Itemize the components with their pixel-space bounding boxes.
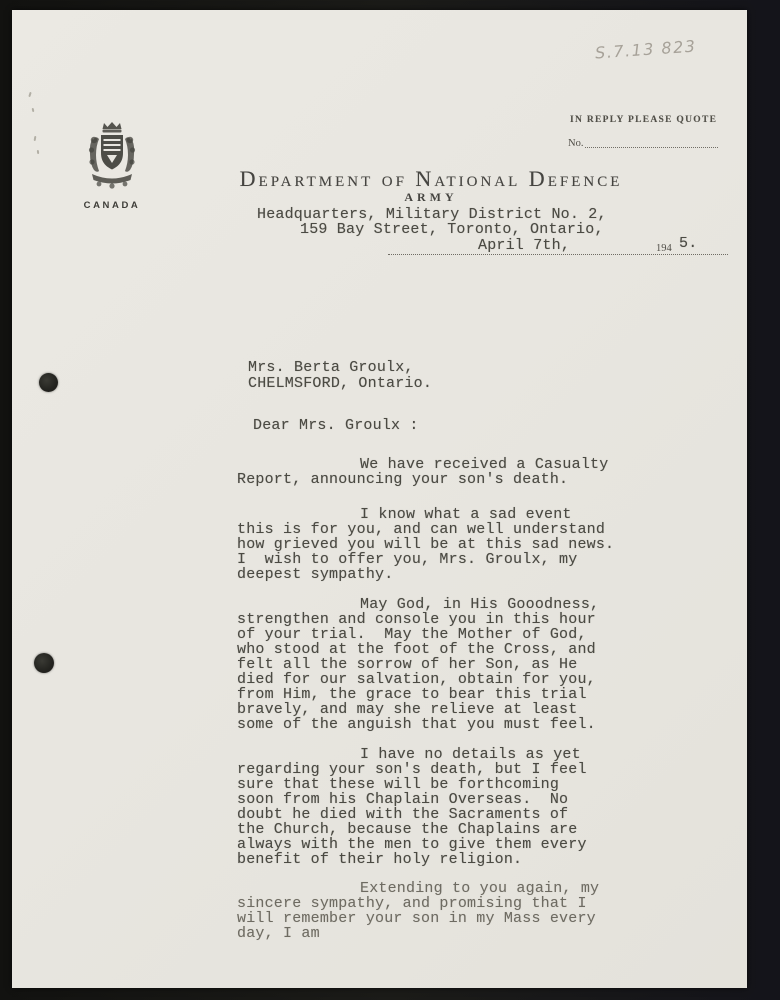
typed-date: April 7th, [478, 237, 571, 254]
body-line: how grieved you will be at this sad news. [237, 536, 615, 553]
body-line: regarding your son's death, but I feel [237, 761, 587, 778]
body-line: sure that these will be forthcoming [237, 776, 560, 793]
hole-punch [34, 653, 54, 673]
paragraph-1 [237, 457, 608, 487]
body-line: I have no details as yet [360, 746, 581, 763]
body-line: bravely, and may she relieve at least [237, 701, 578, 718]
recipient-address-block [248, 360, 432, 391]
body-line: May God, in His Gooodness, [360, 596, 600, 613]
scan-speck [34, 136, 37, 141]
reference-number-line [568, 136, 718, 149]
pencil-annotation: S.7.13 823 [594, 36, 698, 63]
document-page [12, 10, 747, 988]
canada-label: CANADA [83, 200, 141, 211]
body-line: this is for you, and can well understand [237, 521, 606, 538]
body-line: who stood at the foot of the Cross, and [237, 641, 596, 658]
paragraph-3 [237, 597, 599, 732]
body-line: strengthen and console you in this hour [237, 611, 596, 628]
letterhead-crest [76, 120, 148, 211]
printed-year-prefix: 194 [656, 243, 672, 254]
scan-speck [28, 92, 31, 97]
reply-quote-label: IN REPLY PLEASE QUOTE [570, 115, 718, 125]
paragraph-4 [237, 747, 587, 867]
no-label: No. [568, 138, 584, 149]
paragraph-2 [237, 507, 614, 582]
army-subtitle: ARMY [404, 190, 458, 204]
date-line [388, 237, 728, 255]
canada-coat-of-arms-icon [85, 120, 139, 192]
body-line: day, I am [237, 925, 320, 942]
body-line: the Church, because the Chaplains are [237, 821, 578, 838]
typed-year-digit: 5. [679, 235, 698, 252]
scan-speck [37, 150, 40, 154]
body-line: deepest sympathy. [237, 566, 394, 583]
recipient-name: Mrs. Berta Groulx, [248, 359, 414, 376]
body-line: died for our salvation, obtain for you, [237, 671, 596, 688]
body-line: soon from his Chaplain Overseas. No [237, 791, 569, 808]
body-line: I know what a sad event [360, 506, 572, 523]
body-line: always with the men to give them every [237, 836, 587, 853]
body-line: Extending to you again, my [360, 880, 600, 897]
hole-punch [39, 373, 58, 392]
body-line: doubt he died with the Sacraments of [237, 806, 569, 823]
body-line: some of the anguish that you must feel. [237, 716, 596, 733]
body-line: We have received a Casualty [360, 456, 609, 473]
body-line: of your trial. May the Mother of God, [237, 626, 587, 643]
letterhead-title-block [190, 168, 672, 204]
dotted-leader [585, 147, 718, 148]
hq-address-line: Headquarters, Military District No. 2, [257, 206, 607, 223]
scan-speck [32, 108, 35, 112]
recipient-city: CHELMSFORD, Ontario. [248, 374, 433, 392]
street-address-line: 159 Bay Street, Toronto, Ontario, [300, 221, 604, 238]
paragraph-5 [237, 881, 599, 941]
body-line: I wish to offer you, Mrs. Groulx, my [237, 551, 578, 568]
body-line: will remember your son in my Mass every [237, 910, 596, 927]
body-line: Report, announcing your son's death. [237, 471, 569, 488]
body-line: from Him, the grace to bear this trial [237, 686, 587, 703]
salutation: Dear Mrs. Groulx : [253, 417, 419, 434]
body-line: benefit of their holy religion. [237, 851, 523, 868]
body-line: felt all the sorrow of her Son, as He [237, 656, 578, 673]
body-line: sincere sympathy, and promising that I [237, 895, 587, 912]
department-title: Department of National Defence [239, 166, 623, 191]
